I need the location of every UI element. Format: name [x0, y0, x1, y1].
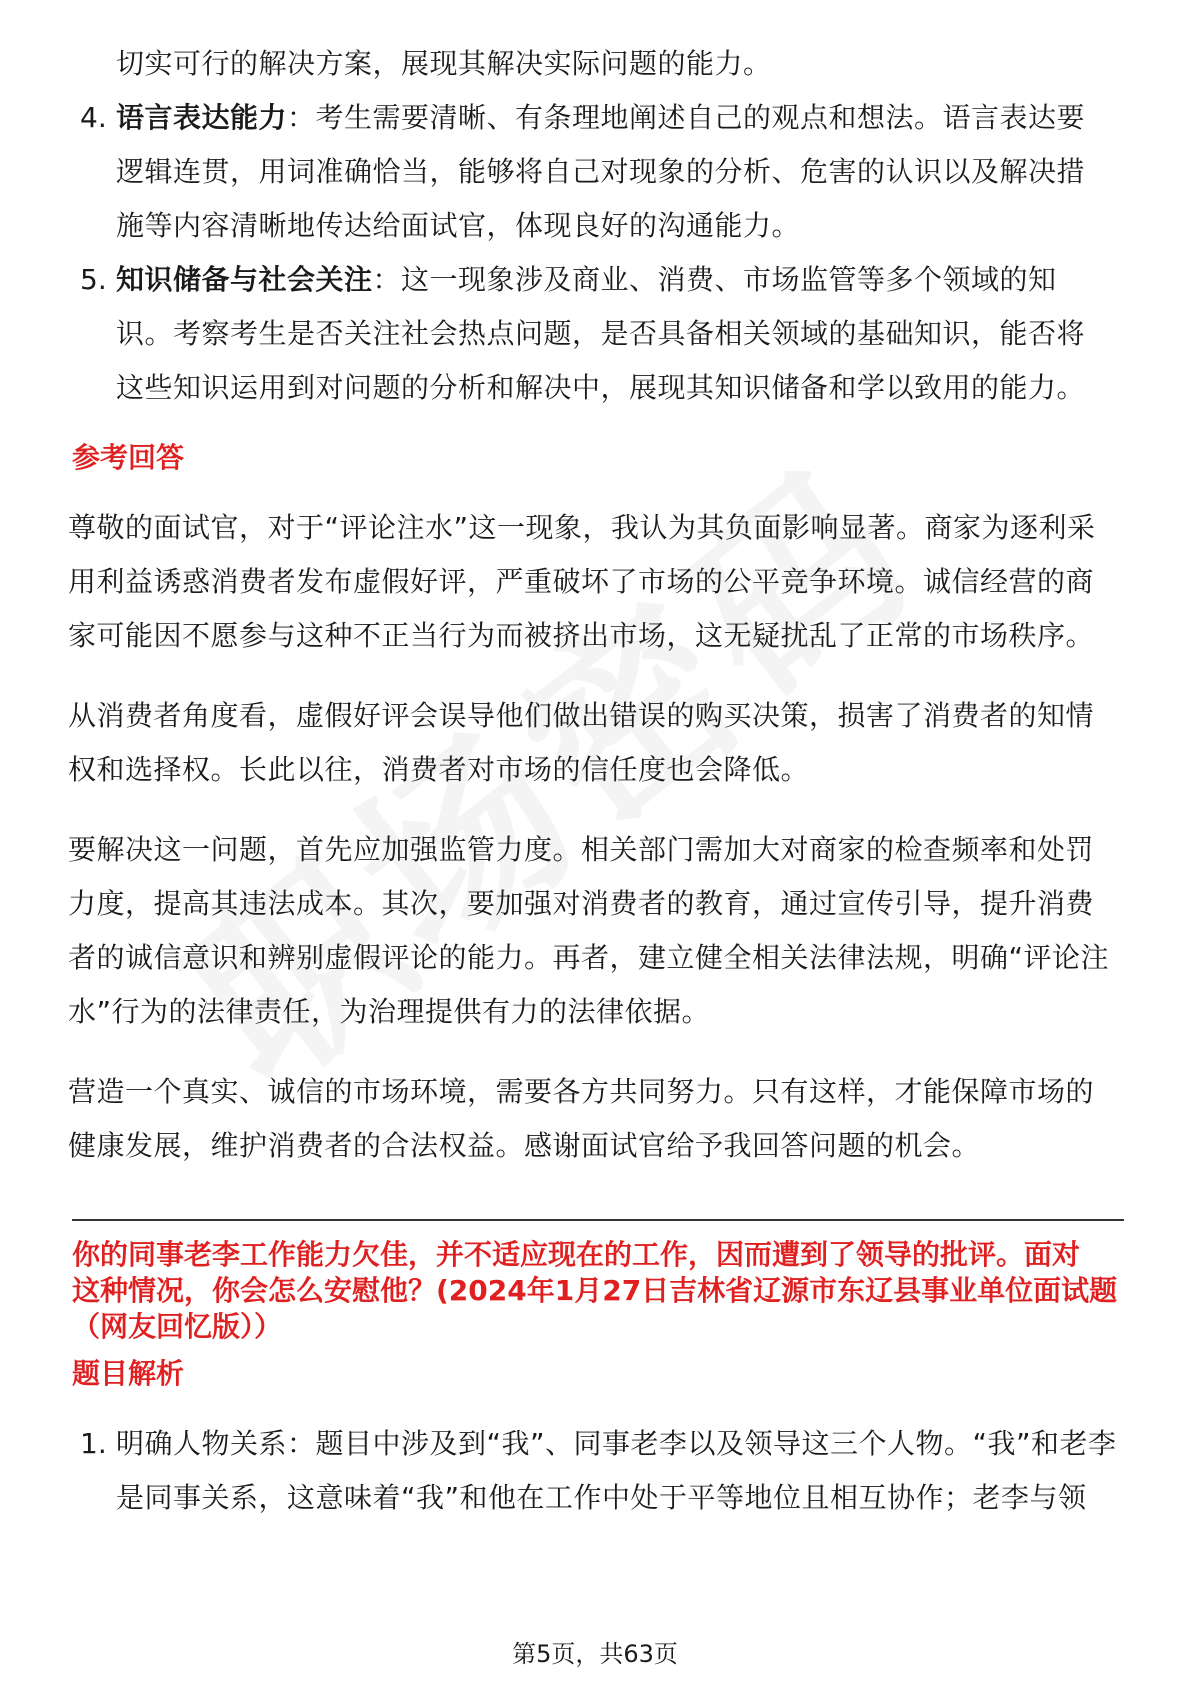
section-divider	[72, 1219, 1124, 1221]
answer-p4-line-1: 营造一个真实、诚信的市场环境，需要各方共同努力。只有这样，才能保障市场的	[68, 1075, 1095, 1108]
answer-p3-line-1: 要解决这一问题，首先应加强监管力度。相关部门需加大对商家的检查频率和处罚	[68, 833, 1095, 866]
list-item-5-line-1	[116, 260, 1057, 300]
answer-p1-line-3: 家可能因不愿参与这种不正当行为而被挤出市场，这无疑扰乱了正常的市场秩序。	[68, 619, 1095, 652]
list-item-4-line-3: 施等内容清晰地传达给面试官，体现良好的沟通能力。	[116, 209, 801, 242]
list-item-5-line-3: 这些知识运用到对问题的分析和解决中，展现其知识储备和学以致用的能力。	[116, 371, 1086, 404]
analysis-item-1-number: 1.	[80, 1427, 107, 1460]
list-item-5-line-2: 识。考察考生是否关注社会热点问题，是否具备相关领域的基础知识，能否将	[116, 317, 1086, 350]
list-item-4-line-2: 逻辑连贯，用词准确恰当，能够将自己对现象的分析、危害的认识以及解决措	[116, 155, 1086, 188]
list-item-4-text: 考生需要清晰、有条理地阐述自己的观点和想法。语言表达要	[315, 101, 1086, 134]
list-item-5-colon: ：	[372, 263, 402, 296]
answer-p2-line-2: 权和选择权。长此以往，消费者对市场的信任度也会降低。	[68, 753, 810, 786]
answer-p3-line-4: 水”行为的法律责任，为治理提供有力的法律依据。	[68, 995, 711, 1028]
answer-p3-line-3: 者的诚信意识和辨别虚假评论的能力。再者，建立健全相关法律法规，明确“评论注	[68, 941, 1110, 974]
question-line-3: （网友回忆版））	[72, 1310, 283, 1343]
answer-p2-line-1: 从消费者角度看，虚假好评会误导他们做出错误的购买决策，损害了消费者的知情	[68, 699, 1095, 732]
page-footer: 第5页，共63页	[512, 1640, 678, 1668]
answer-p1-line-1: 尊敬的面试官，对于“评论注水”这一现象，我认为其负面影响显著。商家为逐利采	[68, 511, 1096, 544]
analysis-item-1-line-2: 是同事关系，这意味着“我”和他在工作中处于平等地位且相互协作；老李与领	[116, 1481, 1087, 1514]
list-item-4-number: 4.	[80, 101, 107, 134]
list-item-4-line-1	[116, 98, 1085, 138]
answer-p1-line-2: 用利益诱惑消费者发布虚假好评，严重破坏了市场的公平竞争环境。诚信经营的商	[68, 565, 1095, 598]
analysis-heading: 题目解析	[72, 1357, 185, 1390]
list-item-4-title: 语言表达能力	[116, 101, 288, 134]
list-item-4-colon: ：	[287, 101, 316, 134]
answer-p3-line-2: 力度，提高其违法成本。其次，要加强对消费者的教育，通过宣传引导，提升消费	[68, 887, 1095, 920]
answer-heading: 参考回答	[72, 441, 185, 474]
list-item-3-tail: 切实可行的解决方案，展现其解决实际问题的能力。	[116, 47, 772, 80]
list-item-5-text: 这一现象涉及商业、消费、市场监管等多个领域的知	[401, 263, 1057, 296]
list-item-5-title: 知识储备与社会关注	[116, 263, 373, 296]
question-line-2: 这种情况，你会怎么安慰他？(2024年1月27日吉林省辽源市东辽县事业单位面试题	[72, 1274, 1118, 1307]
list-item-5-number: 5.	[80, 263, 107, 296]
analysis-item-1-line-1: 明确人物关系：题目中涉及到“我”、同事老李以及领导这三个人物。“我”和老李	[116, 1427, 1117, 1460]
question-line-1: 你的同事老李工作能力欠佳，并不适应现在的工作，因而遭到了领导的批评。面对	[72, 1238, 1081, 1271]
answer-p4-line-2: 健康发展，维护消费者的合法权益。感谢面试官给予我回答问题的机会。	[68, 1129, 981, 1162]
